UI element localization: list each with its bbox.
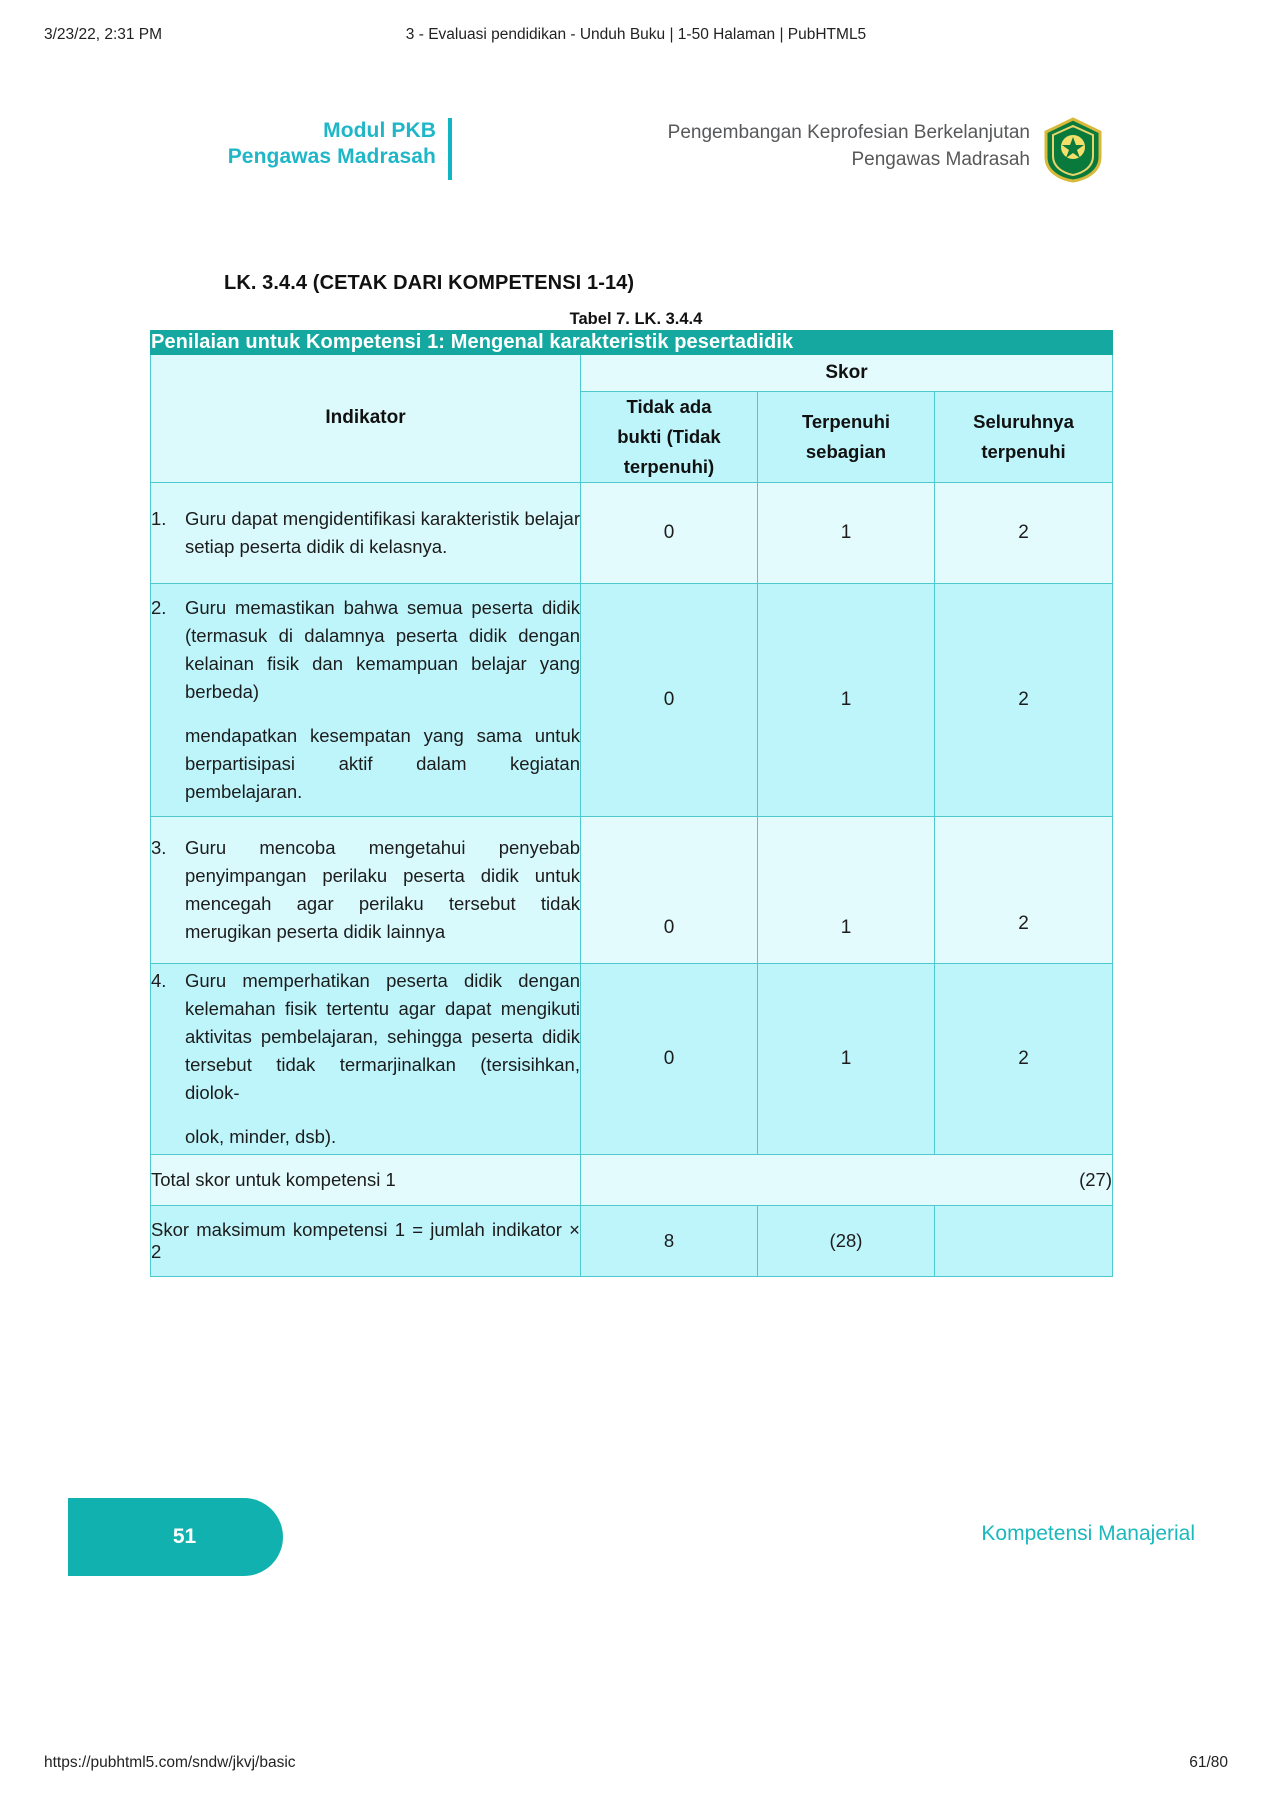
total-score-value[interactable]: (27) <box>581 1154 1113 1205</box>
kemenag-crest-icon <box>1042 117 1104 183</box>
max-score-label-text: Skor maksimum kompetensi 1 = jumlah indikator × 2 <box>151 1218 580 1262</box>
competency-score-table <box>150 330 1113 1277</box>
score-cell-2[interactable]: 2 <box>935 963 1113 1154</box>
max-score-value-a[interactable]: 8 <box>581 1205 758 1276</box>
browser-print-footer <box>0 1754 1272 1776</box>
brand-line-2: Pengawas Madrasah <box>227 145 436 169</box>
score-cell-0[interactable]: 0 <box>581 816 758 963</box>
indicator-text-continued: mendapatkan kesempatan yang sama untuk berpartisipasi aktif dalam kegiatan pembelajaran. <box>185 724 580 803</box>
header-line: sebagian <box>805 440 887 462</box>
header-line: terpenuhi) <box>623 455 715 477</box>
worksheet-title: LK. 3.4.4 (CETAK DARI KOMPETENSI 1-14) <box>224 272 635 294</box>
header-line: Tidak ada <box>626 396 712 417</box>
table-row <box>151 816 1113 963</box>
source-url: https://pubhtml5.com/sndw/jkvj/basic <box>44 1754 296 1771</box>
table-row <box>151 963 1113 1154</box>
brand-block <box>186 118 436 171</box>
score-cell-2[interactable]: 2 <box>935 482 1113 583</box>
indicator-text: Guru mencoba mengetahui penyebab penyimpangan perilaku peserta didik untuk mencegah agar perilaku tersebut tidak merugikan peserta didik lainnya <box>185 836 580 943</box>
indicator-text: Guru memperhatikan peserta didik dengan kelemahan fisik tertentu agar dapat mengikuti aktivitas pembelajaran, sehingga peserta didik tersebut tidak termarjinalkan (tersisihkan, diolok- <box>185 969 580 1104</box>
indicator-cell-3 <box>151 816 581 963</box>
max-score-value-b[interactable]: (28) <box>758 1205 935 1276</box>
table-row <box>151 482 1113 583</box>
total-score-row <box>151 1154 1113 1205</box>
page-counter: 61/80 <box>1189 1754 1228 1771</box>
indicator-number: 4. <box>151 969 167 991</box>
score-cell-0[interactable]: 0 <box>581 583 758 816</box>
score-cell-0[interactable]: 0 <box>581 482 758 583</box>
print-timestamp: 3/23/22, 2:31 PM <box>44 26 163 43</box>
max-score-row <box>151 1205 1113 1276</box>
header-line: Terpenuhi <box>801 410 891 432</box>
brand-line-1: Modul PKB <box>323 119 436 142</box>
brand-divider <box>448 118 452 180</box>
table-row <box>151 583 1113 816</box>
table-banner: Penilaian untuk Kompetensi 1: Mengenal karakteristik pesertadidik <box>151 331 1113 355</box>
print-document-title: 3 - Evaluasi pendidikan - Unduh Buku | 1-50 Halaman | PubHTML5 <box>405 26 867 43</box>
column-header-indikator: Indikator <box>151 355 581 483</box>
indicator-text: Guru dapat mengidentifikasi karakteristik belajar setiap peserta didik di kelasnya. <box>185 507 580 557</box>
column-header-terpenuhi-sebagian <box>758 392 935 483</box>
page-masthead <box>0 112 1272 192</box>
header-line: Seluruhnya <box>973 410 1074 432</box>
column-header-tidak-ada-bukti <box>581 392 758 483</box>
page-number: 51 <box>172 1525 197 1548</box>
indicator-number: 2. <box>151 596 167 618</box>
indicator-cell-2 <box>151 583 581 816</box>
indicator-text: Guru memastikan bahwa semua peserta didik (termasuk di dalamnya peserta didik dengan kelainan fisik dan kemampuan belajar yang berbeda) <box>185 596 580 702</box>
org-line-1: Pengembangan Keprofesian Berkelanjutan <box>667 122 1030 143</box>
table-header-row-1 <box>151 355 1113 392</box>
indicator-cell-1 <box>151 482 581 583</box>
column-header-seluruhnya-terpenuhi <box>935 392 1113 483</box>
score-cell-1[interactable]: 1 <box>758 816 935 963</box>
header-line: terpenuhi <box>981 440 1066 462</box>
org-line-2: Pengawas Madrasah <box>851 148 1030 170</box>
header-line: bukti (Tidak <box>617 425 721 447</box>
score-cell-1[interactable]: 1 <box>758 963 935 1154</box>
indicator-text-continued: olok, minder, dsb). <box>185 1126 337 1148</box>
max-score-label <box>151 1205 581 1276</box>
organization-block <box>560 120 1030 173</box>
indicator-number: 3. <box>151 836 167 858</box>
score-cell-0[interactable]: 0 <box>581 963 758 1154</box>
score-cell-1[interactable]: 1 <box>758 583 935 816</box>
indicator-number: 1. <box>151 507 167 529</box>
indicator-cell-4 <box>151 963 581 1154</box>
total-score-label: Total skor untuk kompetensi 1 <box>151 1154 581 1205</box>
score-cell-1[interactable]: 1 <box>758 482 935 583</box>
section-title-footer: Kompetensi Manajerial <box>981 1522 1195 1545</box>
score-cell-2[interactable]: 2 <box>935 583 1113 816</box>
score-cell-2[interactable]: 2 <box>935 816 1113 963</box>
max-score-value-empty <box>935 1205 1113 1276</box>
table-caption: Tabel 7. LK. 3.4.4 <box>569 310 703 328</box>
table-banner-row <box>151 331 1113 355</box>
column-header-skor: Skor <box>581 355 1113 392</box>
